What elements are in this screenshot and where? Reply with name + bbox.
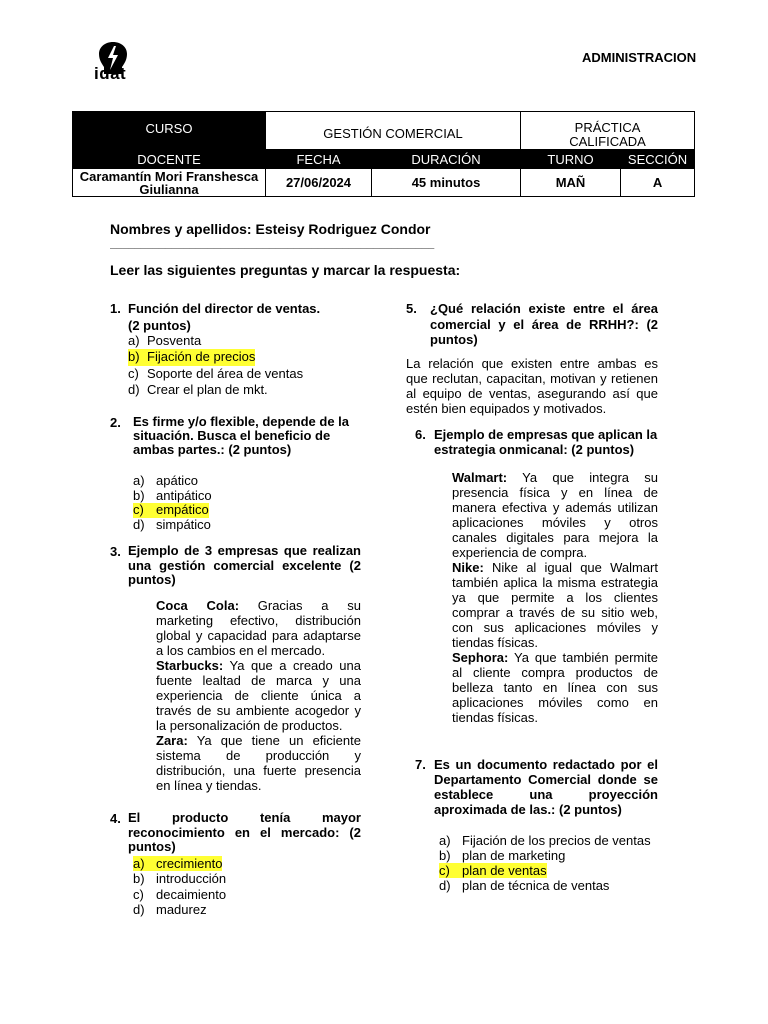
q1-text-line1: Función del director de ventas.	[128, 301, 321, 316]
q7-text-line1: Es un documento redactado por el	[434, 757, 658, 772]
curso-value: GESTIÓN COMERCIAL	[266, 112, 521, 150]
q7-option-d[interactable]: d) plan de técnica de ventas	[439, 878, 610, 893]
duracion-value: 45 minutos	[372, 169, 521, 197]
q1-text	[128, 301, 361, 333]
q1-option-b[interactable]: b) Fijación de precios	[128, 349, 256, 365]
q4-option-d[interactable]: d) madurez	[133, 901, 207, 917]
col-fecha: FECHA	[266, 150, 372, 169]
q6-number: 6.	[415, 427, 426, 442]
q5-text-line3: puntos)	[430, 332, 478, 347]
q4-text	[128, 811, 361, 855]
q1-text-line2: (2 puntos)	[128, 318, 191, 333]
q4-option-b[interactable]: b) introducción	[133, 871, 227, 887]
q5-text-line1: ¿Qué relación existe entre el área	[430, 301, 658, 316]
q6-text	[434, 427, 662, 457]
q6-answer	[452, 470, 658, 725]
practice-type-line2: CALIFICADA	[569, 133, 646, 149]
col-docente: DOCENTE	[73, 150, 266, 169]
curso-label: CURSO	[73, 112, 266, 150]
q1-options	[128, 333, 368, 398]
q3-answer-cocacola: Coca Cola: Gracias a su marketing efectivo, distribución global y capacidad para adaptarse a los cambios en el mercado.	[156, 598, 361, 658]
q6-text-line1: Ejemplo de empresas que aplican la	[434, 427, 658, 442]
practice-type-line1: PRÁCTICA	[574, 119, 641, 135]
q7-text-line3: establece una proyección	[434, 787, 658, 802]
q5-text	[430, 301, 658, 348]
q6-answer-nike: Nike: Nike al igual que Walmart también aplica la misma estrategia ya que permite a los clientes comprar a través de su sitio web, con sus aplicaciones móviles y tiendas físicas.	[452, 560, 658, 650]
department-title: ADMINISTRACION	[582, 50, 697, 65]
docente-line1: Caramantín Mori Franshesca	[79, 168, 259, 184]
q4-options	[133, 856, 363, 917]
q4-text-line3: puntos)	[128, 839, 176, 854]
q3-answer	[156, 598, 361, 793]
q3-number: 3.	[110, 544, 121, 559]
fecha-value: 27/06/2024	[266, 169, 372, 197]
q5-text-line2: comercial y el área de RRHH?: (2	[430, 316, 658, 332]
course-info-table	[72, 111, 695, 197]
q7-option-c[interactable]: c) plan de ventas	[439, 863, 547, 878]
student-name: Nombres y apellidos: Esteisy Rodriguez Condor	[110, 221, 431, 237]
q2-option-c[interactable]: c) empático	[133, 502, 209, 517]
q3-text	[128, 544, 361, 588]
logo-text: idat	[94, 64, 127, 83]
q2-option-b[interactable]: b) antipático	[133, 487, 212, 503]
q2-option-d[interactable]: d) simpático	[133, 516, 211, 532]
practice-type	[521, 112, 695, 150]
turno-value: MAÑ	[521, 169, 621, 197]
seccion-value: A	[621, 169, 695, 197]
instruction: Leer las siguientes preguntas y marcar la respuesta:	[110, 262, 461, 278]
q4-text-line1: El producto tenía mayor	[128, 810, 361, 825]
q2-options	[133, 474, 363, 532]
q4-option-a[interactable]: a) crecimiento	[133, 856, 223, 871]
q7-text	[434, 757, 658, 817]
q7-option-a[interactable]: a) Fijación de los precios de ventas	[439, 833, 651, 848]
q1-option-a[interactable]: a) Posventa	[128, 333, 202, 348]
q5-answer: La relación que existen entre ambas es que reclutan, capacitan, motivan y retienen al equipo de ventas, asegurando así que estén bien equipados y motivados.	[406, 356, 658, 416]
q3-answer-starbucks: Starbucks: Ya que a creado una fuente lealtad de marca y una experiencia de cliente única a través de su ambiente acogedor y la personalización de productos.	[156, 658, 361, 733]
q3-answer-zara: Zara: Ya que tiene un eficiente sistema de producción y distribución, una fuerte presencia en línea y tiendas.	[156, 733, 361, 793]
q4-number: 4.	[110, 811, 121, 826]
docente-value	[73, 169, 266, 197]
q2-option-a[interactable]: a) apático	[133, 473, 198, 488]
q7-text-line2: Departamento Comercial donde se	[434, 772, 658, 787]
col-duracion: DURACIÓN	[372, 150, 521, 169]
q6-answer-sephora: Sephora: Ya que también permite al cliente compra productos de belleza tanto en línea con sus aplicaciones móviles como en tiendas físicas.	[452, 650, 658, 725]
q5-number: 5.	[406, 301, 417, 316]
col-turno: TURNO	[521, 150, 621, 169]
q2-text-line2: situación. Busca el beneficio de	[133, 428, 331, 443]
q2-number: 2.	[110, 415, 121, 430]
q6-answer-walmart: Walmart: Ya que integra su presencia física y en línea de manera efectiva y además utilizan aplicaciones móviles y otros canales digitales para mejora la experiencia de compra.	[452, 470, 658, 560]
q1-option-c[interactable]: c) Soporte del área de ventas	[128, 365, 304, 381]
q7-option-b[interactable]: b) plan de marketing	[439, 848, 566, 863]
q4-text-line2: reconocimiento en el mercado: (2	[128, 824, 361, 840]
q2-text-line3: ambas partes.: (2 puntos)	[133, 442, 292, 457]
q1-option-d[interactable]: d) Crear el plan de mkt.	[128, 381, 268, 397]
q7-number: 7.	[415, 757, 426, 772]
col-seccion: SECCIÓN	[621, 150, 695, 169]
q7-text-line4: aproximada de las.: (2 puntos)	[434, 802, 622, 817]
q3-text-line1: Ejemplo de 3 empresas que realizan	[128, 543, 361, 558]
q3-text-line2: una gestión comercial excelente (2	[128, 557, 361, 573]
q2-text-line1: Es firme y/o flexible, depende de la	[133, 414, 350, 429]
docente-line2: Giulianna	[139, 181, 199, 197]
name-underline: _____________________________________________________	[110, 238, 435, 250]
q4-option-c[interactable]: c) decaimiento	[133, 886, 227, 902]
q3-text-line3: puntos)	[128, 572, 176, 587]
q2-text	[133, 415, 363, 457]
q1-number: 1.	[110, 301, 121, 316]
q7-options	[439, 833, 679, 893]
q6-text-line2: estrategia onmicanal: (2 puntos)	[434, 442, 635, 457]
